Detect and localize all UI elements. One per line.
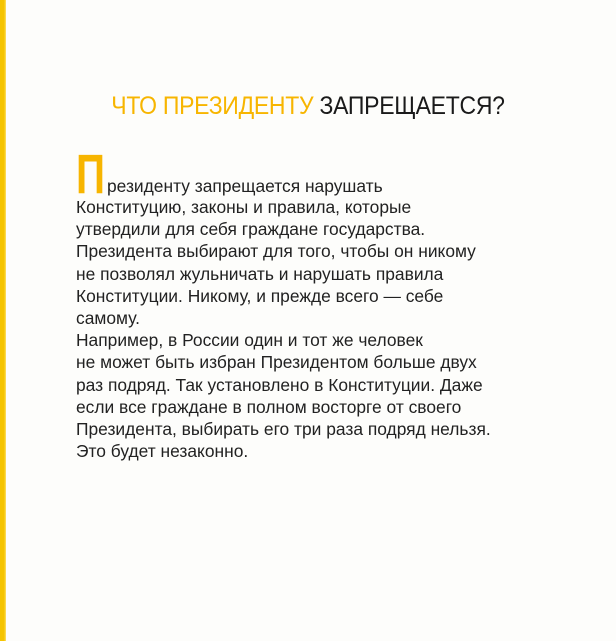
text-line: самому.	[76, 308, 140, 329]
body-text	[76, 142, 576, 462]
text-line: Конституции. Никому, и прежде всего — себе	[76, 285, 444, 306]
title-rest: ЗАПРЕЩАЕТСЯ?	[319, 92, 505, 120]
text-line: Это будет незаконно.	[76, 441, 249, 462]
page-edge-stripe	[0, 0, 6, 641]
text-line: Конституцию, законы и правила, которые	[76, 197, 412, 217]
text-line: раз подряд. Так установлено в Конституции. Даже	[76, 374, 483, 395]
text-line: Например, в России один и тот же человек	[76, 330, 423, 351]
first-line-text: резиденту запрещается нарушать	[107, 175, 383, 196]
text-line: Президента, выбирать его три раза подряд нельзя.	[76, 419, 491, 440]
text-line: не позволял жульничать и нарушать правила	[76, 263, 444, 284]
first-line	[76, 142, 576, 205]
text-line: если все граждане в полном восторге от своего	[76, 396, 462, 417]
text-line: не может быть избран Президентом больше двух	[76, 352, 477, 373]
title-accent: ЧТО ПРЕЗИДЕНТУ	[111, 92, 314, 120]
text-line: Президента выбирают для того, чтобы он никому	[76, 241, 476, 262]
text-line: утвердили для себя граждане государства.	[76, 219, 426, 240]
drop-cap: П	[76, 142, 105, 205]
page-title	[25, 92, 592, 121]
